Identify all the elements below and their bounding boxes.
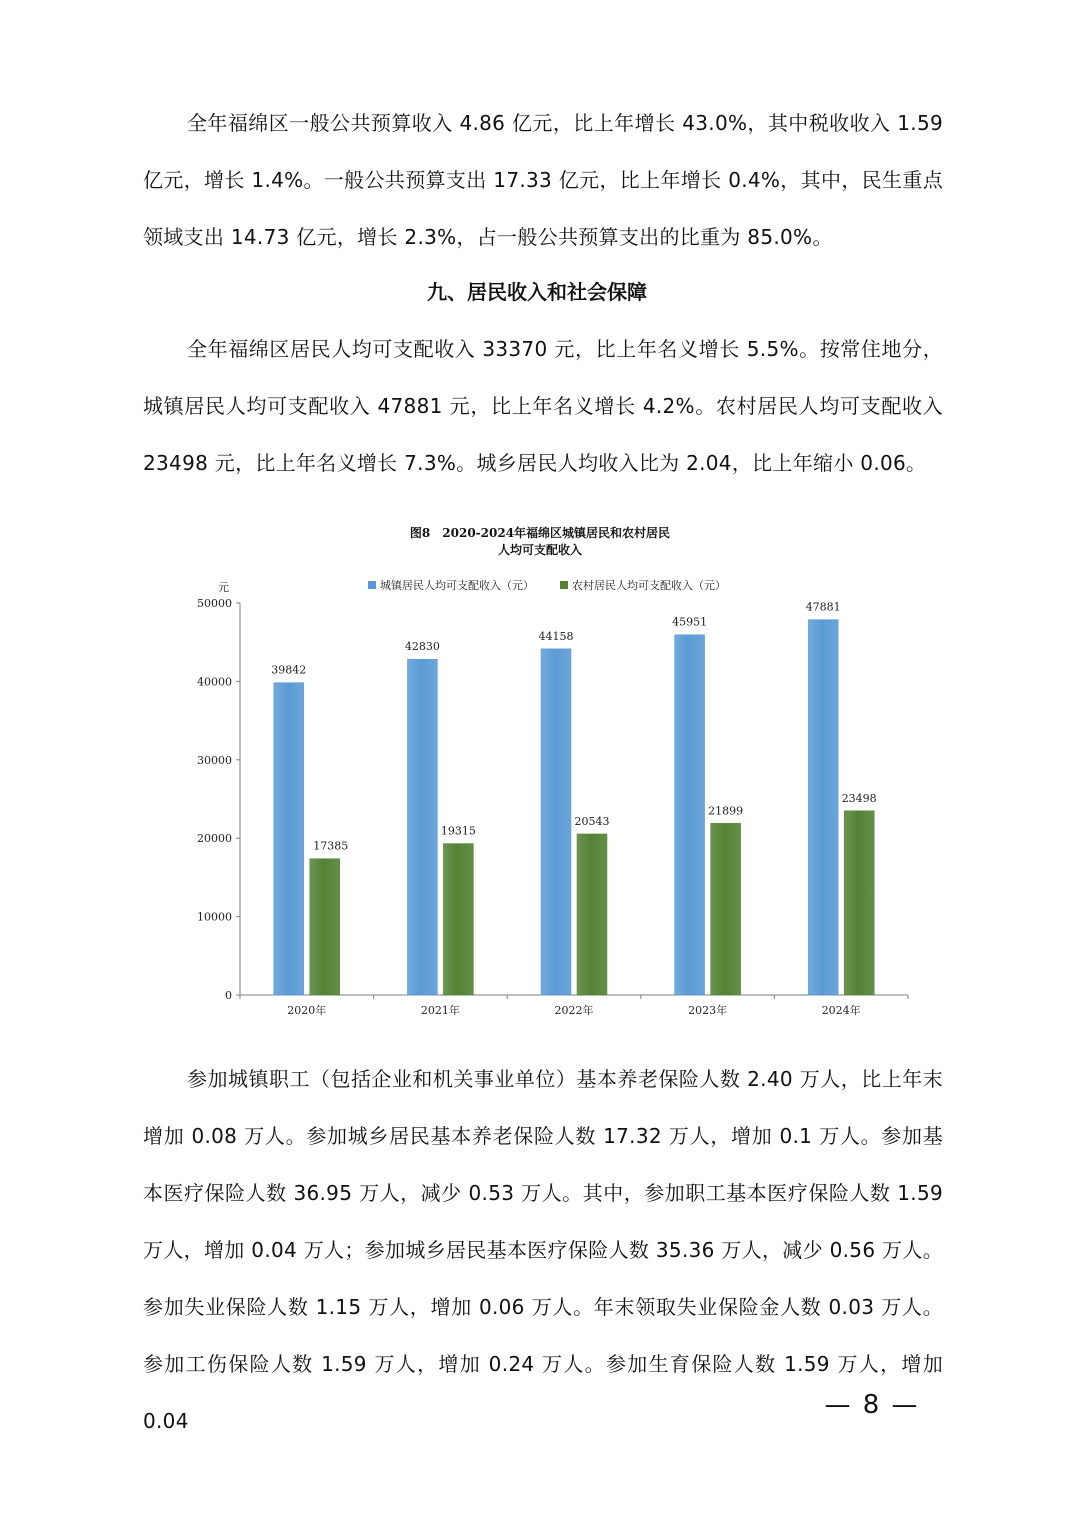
rural-income-bar [310, 859, 340, 995]
insurance-paragraph: 参加城镇职工（包括企业和机关事业单位）基本养老保险人数 2.40 万人，比上年末增加 0.08 万人。参加城乡居民基本养老保险人数 17.32 万人，增加 0.1 万人。参加基本医疗保险人数 36.95 万人，减少 0.53 万人。其中，参加职工基本医疗保险人数 1.59 万人，增加 0.04 万人；参加城乡居民基本医疗保险人数 35.36 万人，减少 0.56 万人。参加失业保险人数 1.15 万人，增加 0.06 万人。年末领取失业保险金人数 0.03 万人。参加工伤保险人数 1.59 万人，增加 0.24 万人。参加生育保险人数 1.59 万人，增加 0.04 [143, 1067, 943, 1433]
legend-label: 农村居民人均可支配收入（元） [572, 579, 726, 592]
chart-subtitle: 人均可支配收入 [497, 543, 583, 557]
bar-data-label: 42830 [404, 640, 440, 654]
income-paragraph: 全年福绵区居民人均可支配收入 33370 元，比上年名义增长 5.5%。按常住地分，城镇居民人均可支配收入 47881 元，比上年名义增长 4.2%。农村居民人均可支配收入 23498 元，比上年名义增长 7.3%。城乡居民人均收入比为 2.04，比上年缩小 0.06。 [143, 337, 943, 475]
x-tick-label: 2022年 [554, 1004, 594, 1017]
legend-swatch [560, 581, 568, 589]
y-tick-label: 20000 [197, 832, 232, 846]
chart-title: 图8 2020-2024年福绵区城镇居民和农村居民 [409, 526, 671, 540]
page-number: — 8 — [824, 1390, 920, 1420]
chart-bars [271, 601, 876, 995]
urban-income-bar [407, 659, 437, 995]
x-tick-label: 2020年 [287, 1004, 327, 1017]
urban-income-bar [675, 635, 705, 995]
bar-data-label: 20543 [574, 814, 610, 828]
y-axis-unit-label: 元 [218, 581, 229, 594]
rural-income-bar [711, 823, 741, 995]
y-tick-label: 0 [225, 989, 232, 1002]
x-tick-label: 2023年 [688, 1004, 728, 1017]
y-tick-label: 10000 [197, 910, 232, 924]
urban-income-bar [541, 649, 571, 995]
bar-data-label: 21899 [708, 804, 744, 818]
income-bar-chart [180, 515, 920, 1025]
chart-legend [368, 578, 726, 592]
rural-income-bar [443, 844, 473, 995]
rural-income-bar [577, 834, 607, 995]
bar-data-label: 39842 [271, 663, 307, 677]
y-tick-label: 50000 [197, 597, 232, 610]
bar-data-label: 23498 [841, 791, 877, 805]
bar-data-label: 44158 [538, 629, 574, 643]
bar-data-label: 47881 [805, 600, 841, 614]
urban-income-bar [808, 620, 838, 995]
x-tick-label: 2021年 [420, 1004, 460, 1017]
bar-data-label: 17385 [313, 839, 349, 853]
y-tick-label: 30000 [197, 753, 232, 767]
x-tick-label: 2024年 [821, 1004, 861, 1017]
urban-income-bar [274, 683, 304, 995]
chart-svg [180, 515, 920, 1025]
rural-income-bar [844, 811, 874, 995]
bar-data-label: 45951 [672, 615, 708, 629]
legend-label: 城镇居民人均可支配收入（元） [380, 579, 534, 592]
fiscal-paragraph: 全年福绵区一般公共预算收入 4.86 亿元，比上年增长 43.0%，其中税收收入 1.59 亿元，增长 1.4%。一般公共预算支出 17.33 亿元，比上年增长 0.4%，其中，民生重点领域支出 14.73 亿元，增长 2.3%，占一般公共预算支出的比重为 85.0%。 [143, 111, 943, 249]
legend-swatch [368, 581, 376, 589]
y-tick-label: 40000 [197, 675, 232, 689]
bar-data-label: 19315 [440, 824, 476, 838]
section-heading: 九、居民收入和社会保障 [427, 280, 647, 304]
